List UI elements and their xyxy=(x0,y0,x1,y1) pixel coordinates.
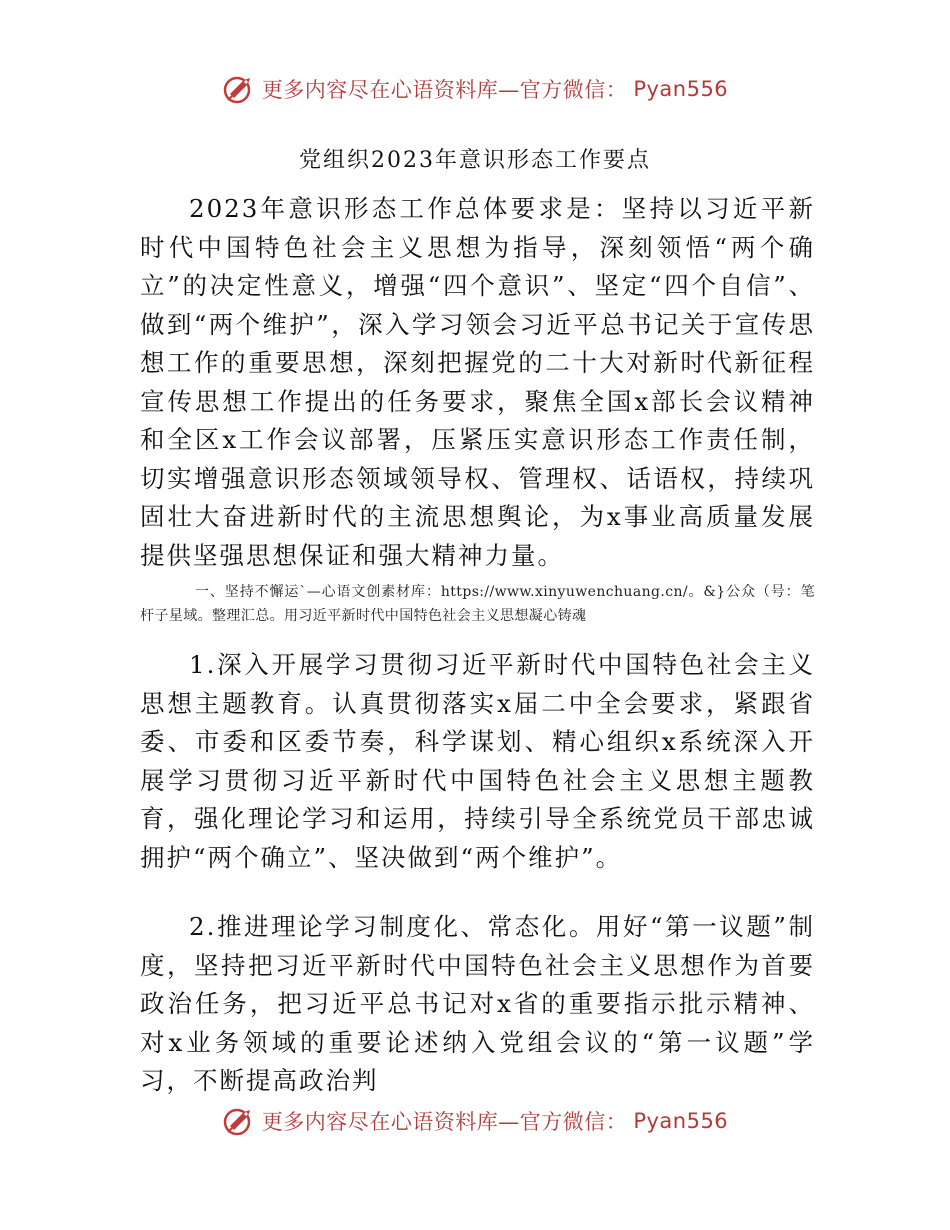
watermark-banner-top xyxy=(0,72,950,106)
watermark-banner-bottom xyxy=(0,1104,950,1138)
banner-text: 更多内容尽在心语资料库—官方微信： xyxy=(261,1110,628,1134)
banner-text: 更多内容尽在心语资料库—官方微信： xyxy=(261,78,628,102)
item-1-paragraph: 1.深入开展学习贯彻习近平新时代中国特色社会主义思想主题教育。认真贯彻落实x届二中全会要求，紧跟省委、市委和区委节奏，科学谋划、精心组织x系统深入开展学习贯彻习近平新时代中国特色社会主义思想主题教育，强化理论学习和运用，持续引导全系统党员干部忠诚拥护“两个确立”、坚决做到“两个维护”。 xyxy=(140,650,815,872)
banner-wechat-id: Pyan556 xyxy=(633,77,729,101)
section-heading: 一、坚持不懈运`—心语文创素材库：https://www.xinyuwenchuang.cn/。&}公众（号：笔杆子星域。整理汇总。用习近平新时代中国特色社会主义思想凝心铸魂 xyxy=(140,584,815,624)
pen-nib-logo-icon xyxy=(222,1104,256,1138)
document-title: 党组织2023年意识形态工作要点 xyxy=(299,148,651,173)
banner-wechat-id: Pyan556 xyxy=(633,1109,729,1133)
intro-paragraph: 2023年意识形态工作总体要求是：坚持以习近平新时代中国特色社会主义思想为指导，深刻领悟“两个确立”的决定性意义，增强“四个意识”、坚定“四个自信”、做到“两个维护”，深入学习领会习近平总书记关于宣传思想工作的重要思想，深刻把握党的二十大对新时代新征程宣传思想工作提出的任务要求，聚焦全国x部长会议精神和全区x工作会议部署，压紧压实意识形态工作责任制，切实增强意识形态领域领导权、管理权、话语权，持续巩固壮大奋进新时代的主流思想舆论，为x事业高质量发展提供坚强思想保证和强大精神力量。 xyxy=(140,194,815,570)
pen-nib-logo-icon xyxy=(222,72,256,106)
item-2-paragraph: 2.推进理论学习制度化、常态化。用好“第一议题”制度，坚持把习近平新时代中国特色社会主义思想作为首要政治任务，把习近平总书记对x省的重要指示批示精神、对x业务领域的重要论述纳入党组会议的“第一议题”学习，不断提高政治判 xyxy=(140,912,815,1095)
